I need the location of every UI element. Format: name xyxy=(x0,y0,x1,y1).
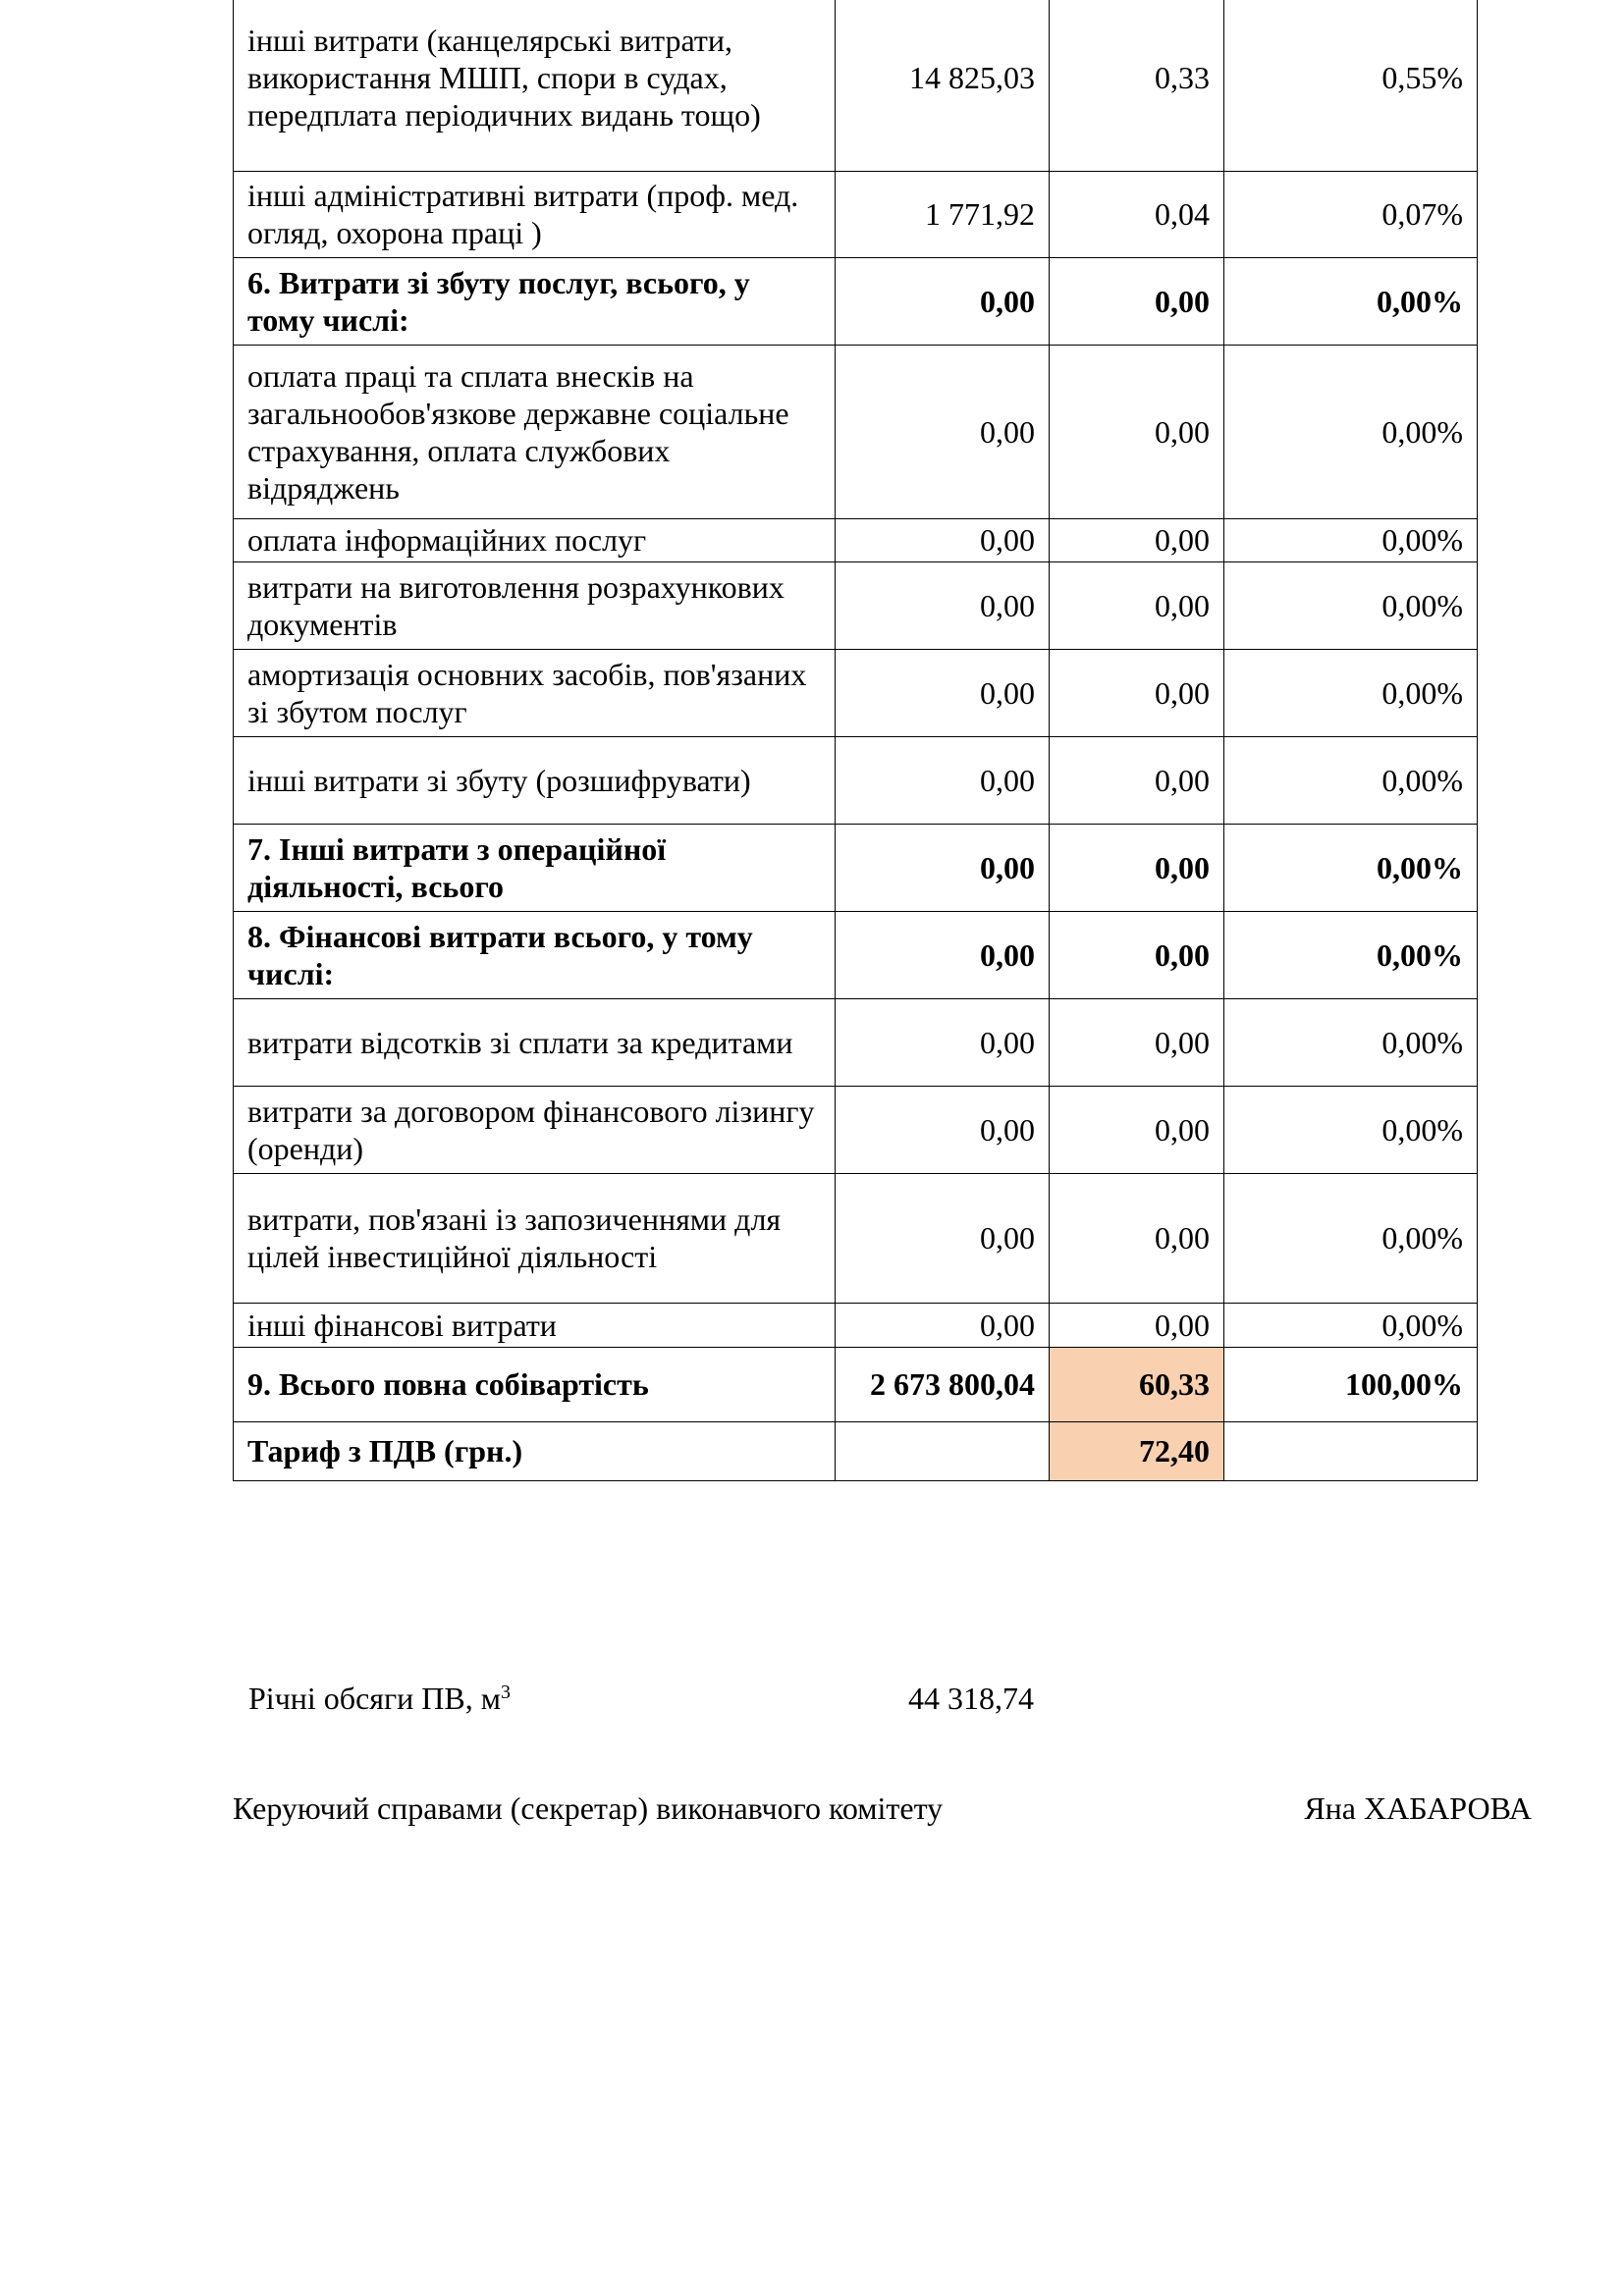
row-per-unit: 0,00 xyxy=(1050,1173,1224,1303)
table-row xyxy=(234,518,1478,561)
row-per-unit: 0,00 xyxy=(1050,257,1224,345)
row-name: інші витрати зі збуту (розшифрувати) xyxy=(234,736,836,824)
row-sum: 0,00 xyxy=(836,561,1050,649)
row-name: інші адміністративні витрати (проф. мед. огляд, охорона праці ) xyxy=(234,171,836,257)
row-name: оплата праці та сплата внесків на загальнообов'язкове державне соціальне страхування, оплата службових відряджень xyxy=(234,345,836,518)
row-sum: 0,00 xyxy=(836,1173,1050,1303)
row-sum: 0,00 xyxy=(836,911,1050,998)
row-percent: 0,00% xyxy=(1224,649,1478,736)
table-row xyxy=(234,171,1478,257)
table-row xyxy=(234,911,1478,998)
row-percent: 0,00% xyxy=(1224,911,1478,998)
row-percent: 0,00% xyxy=(1224,345,1478,518)
row-name: витрати, пов'язані із запозиченнями для цілей інвестиційної діяльності xyxy=(234,1173,836,1303)
row-name: 6. Витрати зі збуту послуг, всього, у тому числі: xyxy=(234,257,836,345)
row-name: інші витрати (канцелярські витрати, використання МШП, спори в судах, передплата періодичних видань тощо) xyxy=(234,0,836,171)
row-name: амортизація основних засобів, пов'язаних зі збутом послуг xyxy=(234,649,836,736)
row-sum: 0,00 xyxy=(836,824,1050,911)
row-sum: 0,00 xyxy=(836,345,1050,518)
row-percent: 0,55% xyxy=(1224,0,1478,171)
row-sum: 0,00 xyxy=(836,1303,1050,1347)
table-row xyxy=(234,561,1478,649)
row-name: витрати за договором фінансового лізингу (оренди) xyxy=(234,1086,836,1173)
table-row xyxy=(234,998,1478,1086)
table-row xyxy=(234,736,1478,824)
row-percent: 0,07% xyxy=(1224,171,1478,257)
row-sum: 0,00 xyxy=(836,649,1050,736)
table-row xyxy=(234,1173,1478,1303)
table-row-total xyxy=(234,1347,1478,1421)
table-row xyxy=(234,0,1478,171)
row-per-unit: 0,00 xyxy=(1050,998,1224,1086)
signer-title: Керуючий справами (секретар) виконавчого комітету xyxy=(233,1790,944,1826)
table-row xyxy=(234,1086,1478,1173)
annual-volume-unit-superscript: 3 xyxy=(500,1682,511,1703)
row-percent: 0,00% xyxy=(1224,1303,1478,1347)
row-name: 8. Фінансові витрати всього, у тому числі: xyxy=(234,911,836,998)
row-percent xyxy=(1224,1421,1478,1480)
table-row xyxy=(234,257,1478,345)
annual-volume-value: 44 318,74 xyxy=(908,1681,1034,1716)
row-per-unit: 0,00 xyxy=(1050,345,1224,518)
row-per-unit: 0,00 xyxy=(1050,824,1224,911)
table-row xyxy=(234,824,1478,911)
row-sum xyxy=(836,1421,1050,1480)
row-percent: 0,00% xyxy=(1224,736,1478,824)
row-name: 9. Всього повна собівартість xyxy=(234,1347,836,1421)
row-per-unit: 0,00 xyxy=(1050,649,1224,736)
row-per-unit: 0,00 xyxy=(1050,561,1224,649)
row-name: витрати на виготовлення розрахункових документів xyxy=(234,561,836,649)
annual-volume-label xyxy=(248,1680,511,1717)
row-per-unit: 0,00 xyxy=(1050,736,1224,824)
row-percent: 0,00% xyxy=(1224,561,1478,649)
row-per-unit: 0,00 xyxy=(1050,518,1224,561)
row-percent: 0,00% xyxy=(1224,257,1478,345)
row-sum: 14 825,03 xyxy=(836,0,1050,171)
table-row xyxy=(234,345,1478,518)
row-sum: 0,00 xyxy=(836,1086,1050,1173)
row-name: Тариф з ПДВ (грн.) xyxy=(234,1421,836,1480)
row-percent: 0,00% xyxy=(1224,824,1478,911)
row-per-unit: 72,40 xyxy=(1050,1421,1224,1480)
row-sum: 0,00 xyxy=(836,998,1050,1086)
row-per-unit: 0,33 xyxy=(1050,0,1224,171)
row-sum: 0,00 xyxy=(836,257,1050,345)
row-percent: 0,00% xyxy=(1224,518,1478,561)
row-sum: 2 673 800,04 xyxy=(836,1347,1050,1421)
row-sum: 0,00 xyxy=(836,736,1050,824)
row-percent: 100,00% xyxy=(1224,1347,1478,1421)
row-sum: 1 771,92 xyxy=(836,171,1050,257)
row-name: витрати відсотків зі сплати за кредитами xyxy=(234,998,836,1086)
row-percent: 0,00% xyxy=(1224,1173,1478,1303)
table-row-tariff xyxy=(234,1421,1478,1480)
row-per-unit: 60,33 xyxy=(1050,1347,1224,1421)
row-per-unit: 0,00 xyxy=(1050,1086,1224,1173)
row-per-unit: 0,00 xyxy=(1050,1303,1224,1347)
row-name: оплата інформаційних послуг xyxy=(234,518,836,561)
signer-name: Яна ХАБАРОВА xyxy=(1304,1790,1532,1826)
table-row xyxy=(234,649,1478,736)
row-per-unit: 0,00 xyxy=(1050,911,1224,998)
row-percent: 0,00% xyxy=(1224,998,1478,1086)
row-sum: 0,00 xyxy=(836,518,1050,561)
annual-volume-label-text: Річні обсяги ПВ, м xyxy=(248,1681,501,1716)
cost-table xyxy=(233,0,1478,1481)
row-per-unit: 0,04 xyxy=(1050,171,1224,257)
row-name: 7. Інші витрати з операційної діяльності, всього xyxy=(234,824,836,911)
table-row xyxy=(234,1303,1478,1347)
row-percent: 0,00% xyxy=(1224,1086,1478,1173)
row-name: інші фінансові витрати xyxy=(234,1303,836,1347)
